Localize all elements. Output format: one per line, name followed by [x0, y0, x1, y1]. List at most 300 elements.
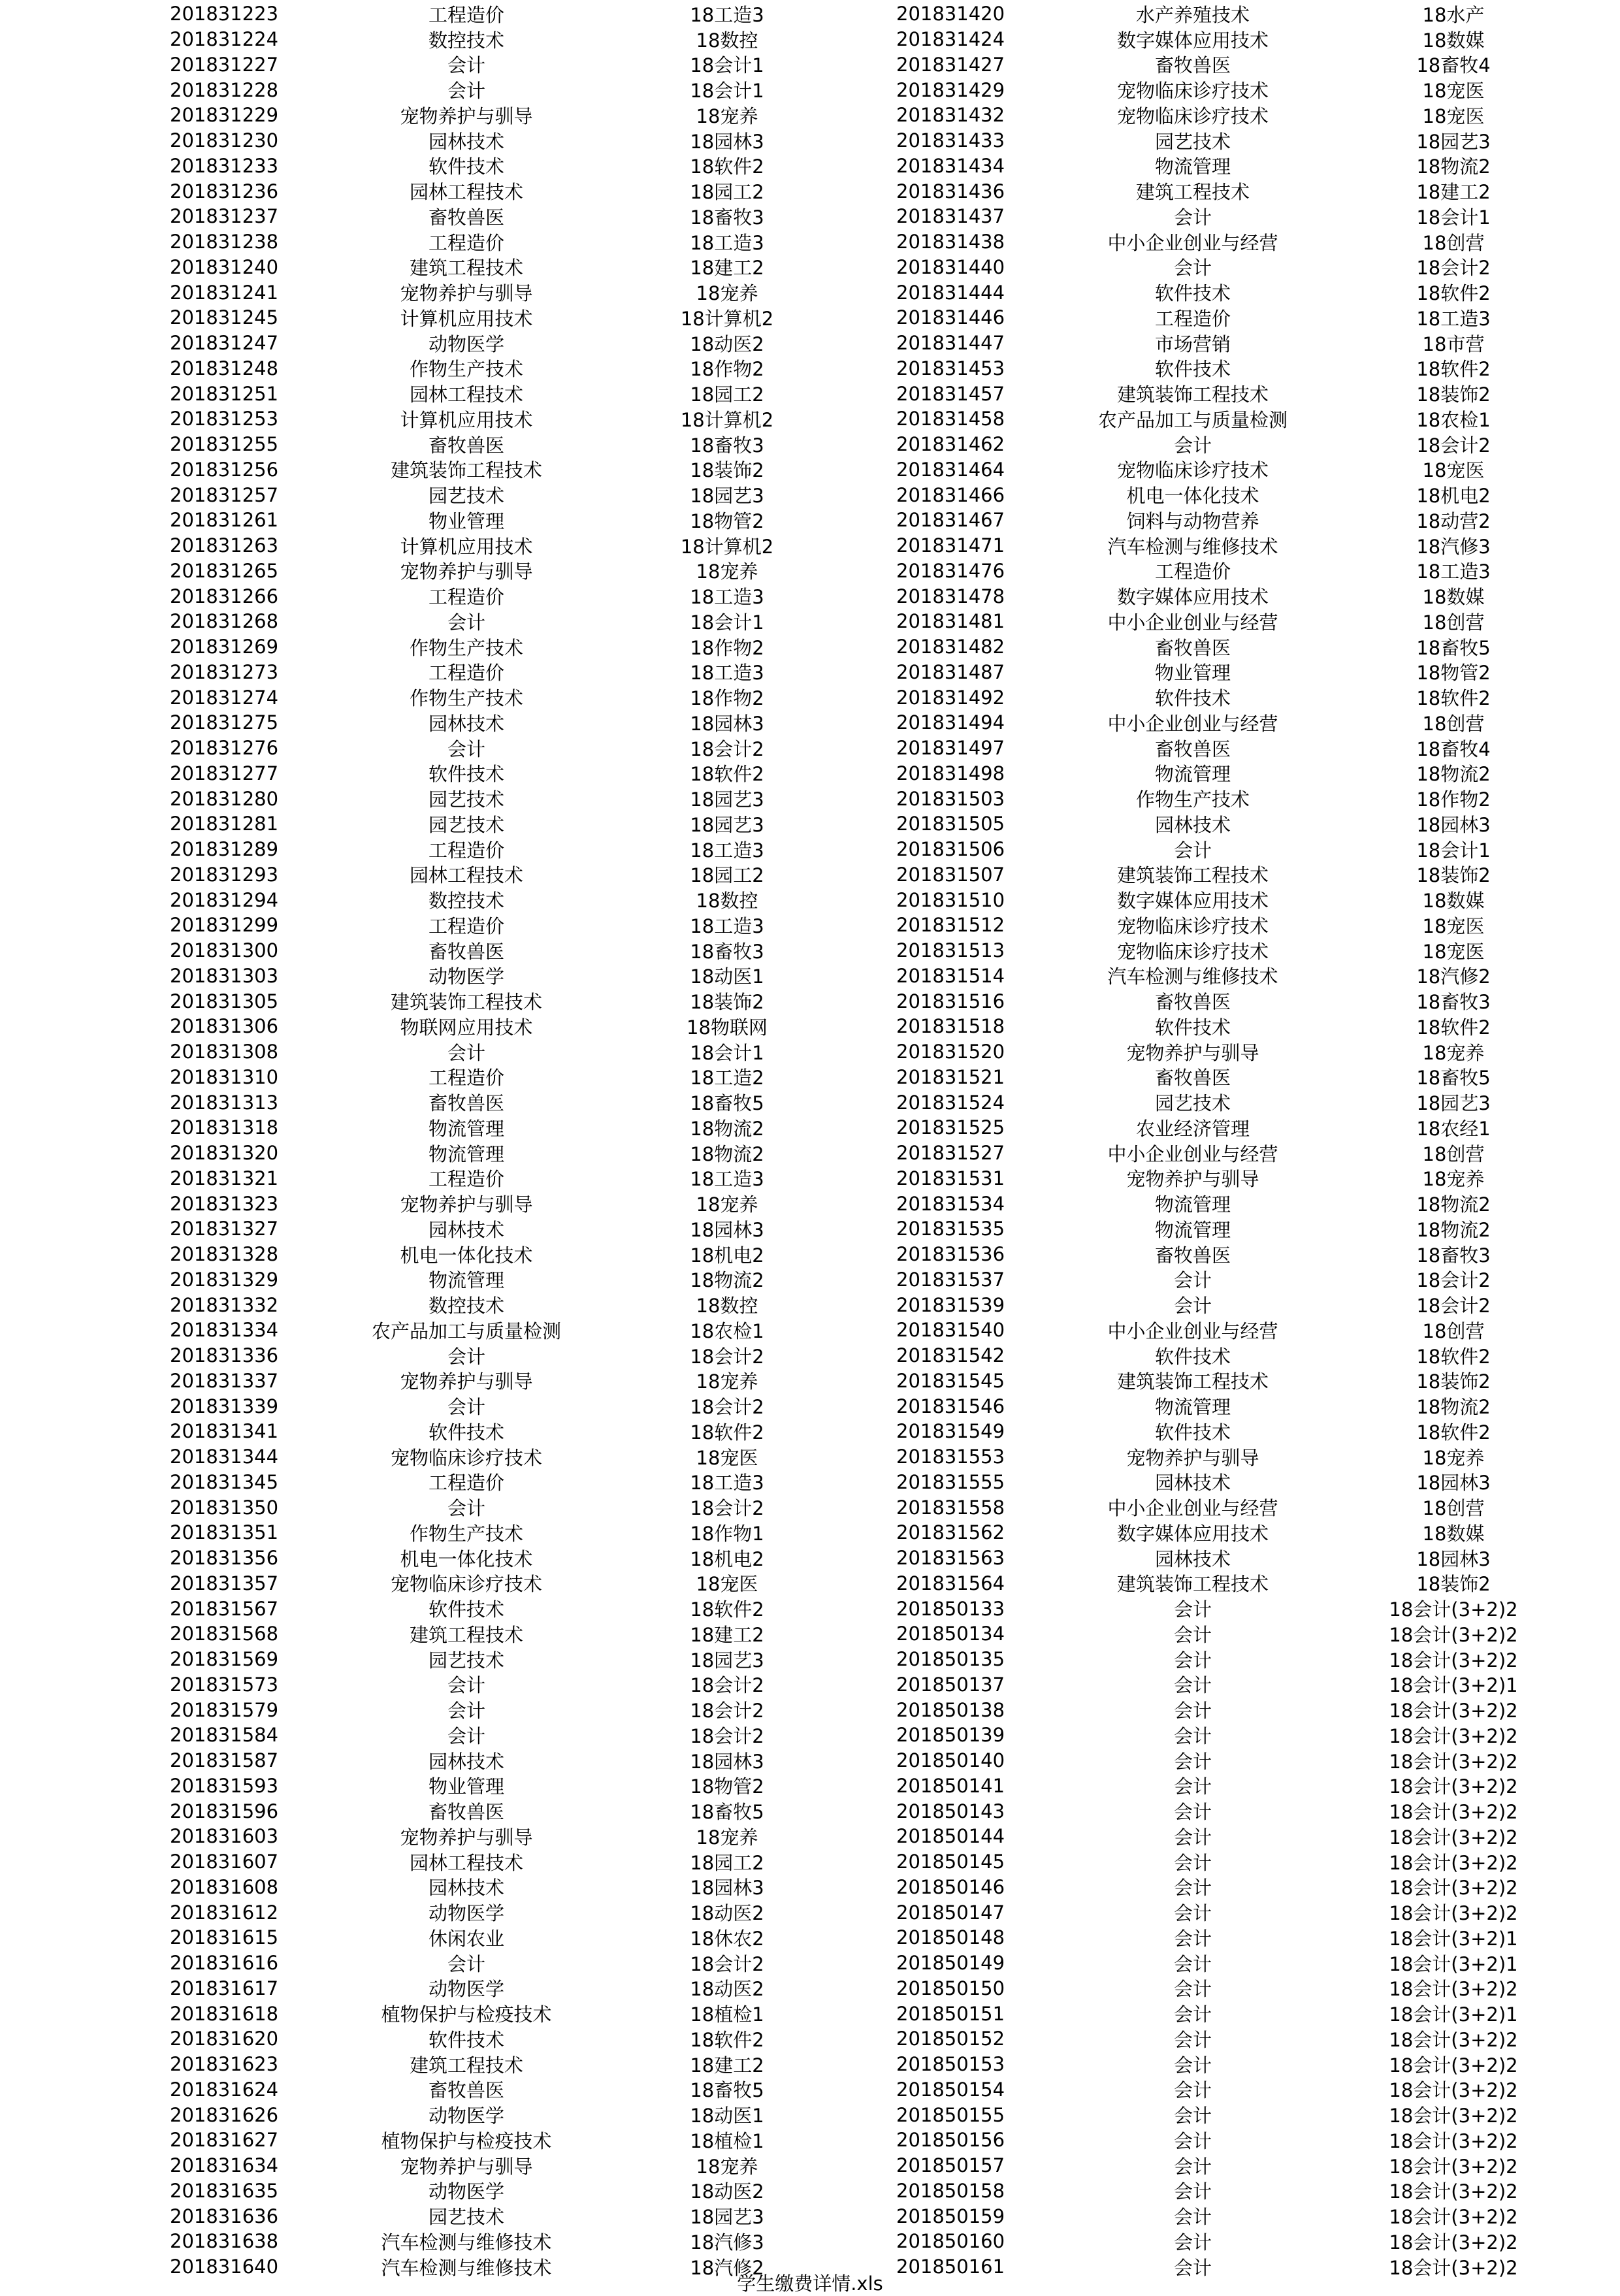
student-id-cell: 201831350: [170, 1496, 279, 1519]
student-id-cell: 201831357: [170, 1572, 279, 1594]
major-cell: 会计: [1173, 1700, 1212, 1722]
table-row: [896, 1545, 1561, 1571]
class-cell: 18会计2: [690, 1497, 764, 1520]
student-id-cell: 201831328: [170, 1243, 279, 1266]
student-id-cell: 201831223: [170, 3, 279, 25]
major-cell: 会计: [1173, 434, 1212, 457]
class-cell: 18建工2: [1416, 181, 1491, 204]
class-cell: 18园艺3: [690, 485, 764, 508]
class-cell: 18会计1: [690, 611, 764, 634]
student-id-cell: 201831436: [896, 180, 1005, 202]
major-cell: 数控技术: [428, 1295, 504, 1318]
student-id-cell: 201850160: [896, 2230, 1005, 2253]
major-cell: 中小企业创业与经营: [1107, 231, 1278, 254]
student-id-cell: 201831512: [896, 914, 1005, 937]
student-id-cell: 201831434: [896, 154, 1005, 177]
major-cell: 工程造价: [428, 231, 504, 254]
table-row: [170, 154, 835, 179]
left-student-table: [170, 1, 835, 2280]
class-cell: 18畜牧4: [1416, 54, 1491, 77]
major-cell: 会计: [447, 1497, 485, 1520]
student-id-cell: 201831608: [170, 1875, 279, 1898]
class-cell: 18畜牧5: [690, 1801, 764, 1824]
major-cell: 汽车检测与维修技术: [381, 2256, 552, 2279]
class-cell: 18会计(3+2)2: [1389, 2231, 1518, 2254]
student-id-cell: 201831640: [170, 2256, 279, 2278]
student-id-cell: 201850147: [896, 1901, 1005, 1924]
major-cell: 会计: [1173, 1927, 1212, 1950]
table-row: [170, 1, 835, 27]
major-cell: 物联网应用技术: [400, 1016, 533, 1039]
student-id-cell: 201831318: [170, 1116, 279, 1139]
table-row: [896, 1292, 1561, 1318]
class-cell: 18工造3: [690, 839, 764, 862]
major-cell: 软件技术: [1154, 1421, 1231, 1444]
major-cell: 农产品加工与质量检测: [371, 1319, 561, 1342]
student-id-cell: 201850137: [896, 1673, 1005, 1696]
major-cell: 会计: [1173, 1851, 1212, 1874]
student-id-cell: 201850146: [896, 1875, 1005, 1898]
student-id-cell: 201831341: [170, 1420, 279, 1443]
major-cell: 园林工程技术: [409, 864, 523, 887]
major-cell: 建筑装饰工程技术: [1116, 1573, 1269, 1596]
student-id-cell: 201831344: [170, 1446, 279, 1468]
class-cell: 18汽修2: [1416, 965, 1491, 988]
major-cell: 软件技术: [1154, 282, 1231, 305]
table-row: [170, 508, 835, 533]
table-row: [170, 457, 835, 483]
major-cell: 宠物养护与驯导: [400, 2155, 533, 2178]
class-cell: 18软件2: [1416, 358, 1491, 381]
student-id-cell: 201831638: [170, 2230, 279, 2253]
major-cell: 农产品加工与质量检测: [1097, 408, 1288, 431]
class-cell: 18畜牧5: [690, 2079, 764, 2102]
class-cell: 18宠养: [1422, 1446, 1485, 1469]
table-row: [170, 1115, 835, 1140]
student-id-cell: 201831444: [896, 281, 1005, 304]
table-row: [896, 1773, 1561, 1799]
student-id-cell: 201831334: [170, 1319, 279, 1342]
class-cell: 18宠养: [1422, 1168, 1485, 1191]
major-cell: 园林技术: [428, 1877, 504, 1900]
major-cell: 软件技术: [428, 155, 504, 178]
table-row: [896, 837, 1561, 862]
table-row: [896, 913, 1561, 938]
table-row: [170, 2203, 835, 2229]
table-row: [896, 1065, 1561, 1090]
major-cell: 畜牧兽医: [428, 206, 504, 229]
major-cell: 作物生产技术: [409, 1522, 523, 1545]
student-id-cell: 201831293: [170, 863, 279, 886]
major-cell: 会计: [1173, 206, 1212, 229]
table-row: [896, 761, 1561, 786]
table-row: [896, 482, 1561, 508]
major-cell: 园林技术: [428, 1750, 504, 1773]
table-row: [170, 356, 835, 381]
major-cell: 宠物养护与驯导: [1126, 1041, 1259, 1064]
major-cell: 会计: [447, 1952, 485, 1975]
major-cell: 建筑装饰工程技术: [1116, 383, 1269, 406]
class-cell: 18会计(3+2)2: [1389, 1598, 1518, 1621]
student-id-cell: 201831245: [170, 306, 279, 329]
major-cell: 畜牧兽医: [1154, 1067, 1231, 1090]
class-cell: 18会计2: [1416, 1295, 1491, 1318]
table-row: [896, 255, 1561, 280]
major-cell: 会计: [1173, 2105, 1212, 2127]
major-cell: 植物保护与检疫技术: [381, 2129, 552, 2152]
major-cell: 作物生产技术: [1135, 788, 1250, 811]
student-id-cell: 201831268: [170, 610, 279, 633]
student-id-cell: 201831321: [170, 1167, 279, 1189]
table-row: [896, 52, 1561, 78]
major-cell: 作物生产技术: [409, 687, 523, 710]
class-cell: 18动营2: [1416, 509, 1491, 532]
table-row: [896, 1191, 1561, 1216]
major-cell: 园林技术: [1154, 1472, 1231, 1495]
major-cell: 汽车检测与维修技术: [1107, 535, 1278, 558]
major-cell: 软件技术: [428, 2028, 504, 2051]
major-cell: 数字媒体应用技术: [1116, 29, 1269, 52]
student-id-cell: 201831482: [896, 636, 1005, 658]
student-id-cell: 201850148: [896, 1926, 1005, 1949]
student-id-cell: 201831273: [170, 660, 279, 683]
student-id-cell: 201831356: [170, 1547, 279, 1570]
major-cell: 计算机应用技术: [400, 307, 533, 330]
major-cell: 园林工程技术: [409, 1851, 523, 1874]
major-cell: 建筑工程技术: [409, 257, 523, 280]
table-row: [896, 963, 1561, 989]
table-row: [896, 128, 1561, 154]
student-id-cell: 201831562: [896, 1521, 1005, 1544]
student-id-cell: 201831458: [896, 408, 1005, 430]
student-id-cell: 201831337: [170, 1369, 279, 1392]
class-cell: 18会计(3+2)2: [1389, 2129, 1518, 2152]
student-id-cell: 201831305: [170, 990, 279, 1012]
student-id-cell: 201831276: [170, 737, 279, 760]
table-row: [170, 1014, 835, 1039]
table-row: [896, 1722, 1561, 1748]
table-row: [896, 1419, 1561, 1444]
student-id-cell: 201831280: [170, 787, 279, 810]
major-cell: 中小企业创业与经营: [1107, 611, 1278, 634]
class-cell: 18数媒: [1422, 29, 1485, 52]
student-id-cell: 201831545: [896, 1369, 1005, 1392]
student-id-cell: 201850154: [896, 2078, 1005, 2101]
table-row: [896, 204, 1561, 229]
student-id-cell: 201831618: [170, 2002, 279, 2025]
table-row: [170, 2026, 835, 2052]
major-cell: 软件技术: [1154, 1345, 1231, 1368]
table-row: [896, 811, 1561, 837]
table-row: [896, 1849, 1561, 1875]
class-cell: 18会计(3+2)2: [1389, 1877, 1518, 1900]
student-id-cell: 201831256: [170, 458, 279, 481]
student-id-cell: 201831510: [896, 888, 1005, 911]
class-cell: 18软件2: [690, 1598, 764, 1621]
student-id-cell: 201831524: [896, 1091, 1005, 1114]
student-id-cell: 201831492: [896, 686, 1005, 709]
major-cell: 园艺技术: [428, 2206, 504, 2229]
table-row: [170, 27, 835, 52]
class-cell: 18建工2: [690, 257, 764, 280]
major-cell: 畜牧兽医: [428, 940, 504, 963]
major-cell: 动物医学: [428, 2105, 504, 2127]
student-id-cell: 201831516: [896, 990, 1005, 1012]
student-id-cell: 201831587: [170, 1749, 279, 1772]
table-row: [896, 2178, 1561, 2204]
table-row: [896, 229, 1561, 255]
major-cell: 动物医学: [428, 2180, 504, 2203]
class-cell: 18汽修3: [690, 2231, 764, 2254]
class-cell: 18作物2: [690, 687, 764, 710]
table-row: [170, 1039, 835, 1065]
major-cell: 汽车检测与维修技术: [1107, 965, 1278, 988]
class-cell: 18园艺3: [690, 813, 764, 836]
class-cell: 18作物2: [1416, 788, 1491, 811]
class-cell: 18软件2: [690, 2028, 764, 2051]
class-cell: 18水产: [1422, 3, 1485, 26]
major-cell: 畜牧兽医: [428, 2079, 504, 2102]
student-id-cell: 201831255: [170, 433, 279, 456]
class-cell: 18宠养: [696, 105, 758, 127]
class-cell: 18软件2: [690, 155, 764, 178]
student-id-cell: 201850156: [896, 2129, 1005, 2152]
major-cell: 建筑装饰工程技术: [1116, 864, 1269, 887]
student-id-cell: 201831623: [170, 2053, 279, 2076]
student-id-cell: 201831462: [896, 433, 1005, 456]
major-cell: 植物保护与检疫技术: [381, 2003, 552, 2026]
class-cell: 18汽修2: [690, 2256, 764, 2279]
major-cell: 软件技术: [428, 763, 504, 786]
major-cell: 会计: [1173, 1598, 1212, 1621]
table-row: [170, 1368, 835, 1394]
class-cell: 18数控: [696, 890, 758, 913]
student-id-cell: 201831266: [170, 585, 279, 607]
table-row: [170, 1748, 835, 1773]
class-cell: 18工造2: [690, 1067, 764, 1090]
class-cell: 18会计(3+2)2: [1389, 1801, 1518, 1824]
class-cell: 18数控: [696, 1295, 758, 1318]
major-cell: 建筑工程技术: [409, 1623, 523, 1646]
class-cell: 18园林3: [690, 130, 764, 153]
major-cell: 畜牧兽医: [1154, 991, 1231, 1014]
major-cell: 园林技术: [428, 712, 504, 735]
table-row: [896, 609, 1561, 634]
class-cell: 18会计(3+2)1: [1389, 1927, 1518, 1950]
major-cell: 动物医学: [428, 1902, 504, 1925]
class-cell: 18作物2: [690, 636, 764, 659]
student-id-cell: 201831277: [170, 762, 279, 784]
table-row: [170, 1571, 835, 1596]
major-cell: 园林技术: [1154, 1547, 1231, 1570]
student-id-cell: 201831240: [170, 255, 279, 278]
table-row: [170, 1393, 835, 1419]
class-cell: 18会计(3+2)1: [1389, 2003, 1518, 2026]
table-row: [896, 331, 1561, 356]
major-cell: 会计: [1173, 1750, 1212, 1773]
table-row: [170, 710, 835, 736]
table-row: [170, 103, 835, 128]
student-id-cell: 201831505: [896, 813, 1005, 835]
table-row: [896, 280, 1561, 305]
class-cell: 18计算机2: [680, 408, 774, 431]
student-id-cell: 201850144: [896, 1825, 1005, 1848]
student-id-cell: 201831616: [170, 1952, 279, 1975]
class-cell: 18作物2: [690, 358, 764, 381]
major-cell: 中小企业创业与经营: [1107, 1319, 1278, 1342]
class-cell: 18会计(3+2)2: [1389, 1902, 1518, 1925]
major-cell: 会计: [1173, 839, 1212, 862]
major-cell: 会计: [1173, 2054, 1212, 2077]
major-cell: 工程造价: [428, 914, 504, 937]
student-id-cell: 201831424: [896, 28, 1005, 51]
student-id-cell: 201831535: [896, 1218, 1005, 1240]
student-id-cell: 201831261: [170, 509, 279, 532]
table-row: [170, 811, 835, 837]
table-row: [170, 938, 835, 963]
table-row: [170, 2102, 835, 2127]
major-cell: 畜牧兽医: [1154, 636, 1231, 659]
class-cell: 18会计2: [690, 1345, 764, 1368]
major-cell: 宠物养护与驯导: [1126, 1446, 1259, 1469]
major-cell: 物业管理: [1154, 662, 1231, 685]
class-cell: 18园林3: [1416, 1472, 1491, 1495]
major-cell: 宠物临床诊疗技术: [1116, 940, 1269, 963]
class-cell: 18物联网: [687, 1016, 768, 1039]
student-id-cell: 201831553: [896, 1446, 1005, 1468]
class-cell: 18园艺3: [690, 1649, 764, 1672]
table-row: [170, 837, 835, 862]
table-row: [170, 862, 835, 888]
student-id-cell: 201831503: [896, 787, 1005, 810]
class-cell: 18宠医: [1422, 914, 1485, 937]
class-cell: 18装饰2: [1416, 383, 1491, 406]
table-row: [896, 1368, 1561, 1394]
table-row: [896, 1621, 1561, 1647]
class-cell: 18会计(3+2)1: [1389, 1674, 1518, 1697]
table-row: [170, 1444, 835, 1470]
class-cell: 18工造3: [1416, 307, 1491, 330]
class-cell: 18物流2: [690, 1269, 764, 1292]
student-id-cell: 201831539: [896, 1293, 1005, 1316]
table-row: [170, 2153, 835, 2178]
table-row: [896, 1798, 1561, 1824]
class-cell: 18软件2: [1416, 1016, 1491, 1039]
table-row: [896, 1115, 1561, 1140]
table-row: [170, 432, 835, 457]
major-cell: 畜牧兽医: [1154, 1244, 1231, 1267]
class-cell: 18计算机2: [680, 535, 774, 558]
table-row: [896, 1318, 1561, 1343]
class-cell: 18农检1: [1416, 408, 1491, 431]
major-cell: 畜牧兽医: [1154, 737, 1231, 760]
student-id-cell: 201850143: [896, 1800, 1005, 1822]
major-cell: 宠物临床诊疗技术: [390, 1446, 542, 1469]
table-row: [170, 1495, 835, 1520]
student-id-cell: 201831626: [170, 2103, 279, 2126]
table-row: [170, 204, 835, 229]
class-cell: 18会计(3+2)2: [1389, 1649, 1518, 1672]
table-row: [896, 154, 1561, 179]
major-cell: 物业管理: [428, 1775, 504, 1798]
student-id-cell: 201831527: [896, 1142, 1005, 1165]
student-id-cell: 201831327: [170, 1218, 279, 1240]
student-id-cell: 201831438: [896, 231, 1005, 253]
student-id-cell: 201831497: [896, 737, 1005, 760]
major-cell: 宠物养护与驯导: [400, 560, 533, 583]
table-row: [896, 2026, 1561, 2052]
major-cell: 园艺技术: [428, 788, 504, 811]
table-row: [896, 508, 1561, 533]
major-cell: 会计: [1173, 2155, 1212, 2178]
class-cell: 18园工2: [690, 864, 764, 887]
table-row: [896, 634, 1561, 660]
table-row: [170, 178, 835, 204]
class-cell: 18动医1: [690, 2105, 764, 2127]
class-cell: 18动医1: [690, 965, 764, 988]
table-row: [896, 1470, 1561, 1495]
student-id-cell: 201831498: [896, 762, 1005, 784]
table-row: [896, 178, 1561, 204]
table-row: [896, 1976, 1561, 2001]
major-cell: 工程造价: [428, 1067, 504, 1090]
class-cell: 18会计(3+2)2: [1389, 1700, 1518, 1722]
student-id-cell: 201831521: [896, 1065, 1005, 1088]
major-cell: 机电一体化技术: [400, 1244, 533, 1267]
table-row: [170, 1621, 835, 1647]
class-cell: 18工造3: [690, 914, 764, 937]
major-cell: 园艺技术: [1154, 130, 1231, 153]
major-cell: 会计: [1173, 1674, 1212, 1697]
major-cell: 会计: [1173, 1902, 1212, 1925]
class-cell: 18会计(3+2)1: [1389, 1952, 1518, 1975]
major-cell: 动物医学: [428, 332, 504, 355]
major-cell: 会计: [447, 1724, 485, 1747]
class-cell: 18创营: [1422, 1497, 1485, 1520]
table-row: [896, 103, 1561, 128]
major-cell: 工程造价: [1154, 307, 1231, 330]
table-row: [896, 1039, 1561, 1065]
table-row: [170, 988, 835, 1014]
class-cell: 18会计1: [690, 54, 764, 77]
major-cell: 作物生产技术: [409, 358, 523, 381]
table-row: [170, 634, 835, 660]
table-row: [896, 1216, 1561, 1242]
student-id-cell: 201831310: [170, 1065, 279, 1088]
class-cell: 18畜牧5: [1416, 636, 1491, 659]
major-cell: 园林技术: [1154, 813, 1231, 836]
class-cell: 18会计1: [1416, 839, 1491, 862]
table-row: [170, 1798, 835, 1824]
student-id-cell: 201831339: [170, 1395, 279, 1417]
table-row: [170, 1090, 835, 1115]
class-cell: 18软件2: [690, 763, 764, 786]
student-id-cell: 201831620: [170, 2028, 279, 2050]
class-cell: 18会计2: [690, 737, 764, 760]
major-cell: 会计: [1173, 2180, 1212, 2203]
table-row: [896, 988, 1561, 1014]
table-row: [170, 1065, 835, 1090]
table-row: [896, 305, 1561, 331]
major-cell: 会计: [1173, 2028, 1212, 2051]
student-id-cell: 201831432: [896, 104, 1005, 127]
class-cell: 18会计(3+2)2: [1389, 1851, 1518, 1874]
major-cell: 物流管理: [1154, 155, 1231, 178]
table-row: [896, 1014, 1561, 1039]
student-id-cell: 201831300: [170, 939, 279, 962]
class-cell: 18会计1: [690, 1041, 764, 1064]
class-cell: 18物管2: [1416, 662, 1491, 685]
